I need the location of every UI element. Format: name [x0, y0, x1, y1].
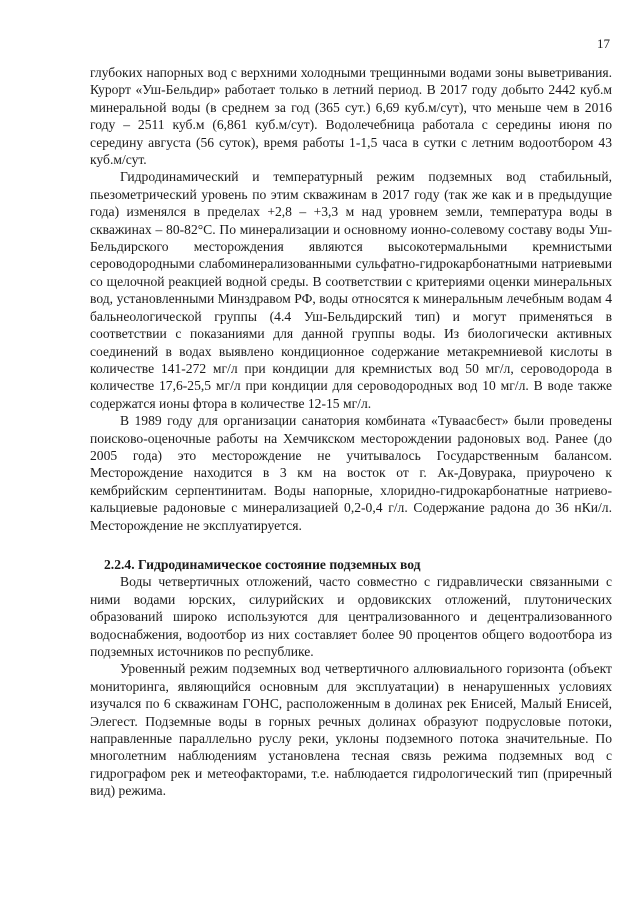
paragraph-khemchik-deposit: В 1989 году для организации санатория комбината «Туваасбест» были проведены поисково-оценочные работы на Хемчикском месторождении радоновых вод. Ранее (до 2005 года) это месторождение не учитывалось Государственным балансом. Месторождение находится в 3 км на восток от г. Ак-Довурака, приурочено к кембрийским серпентинитам. Воды напорные, хлоридно-гидрокарбонатные натриево-кальциевые радоновые с минерализацией 0,2-0,4 г/л. Содержание радона до 36 нКи/л. Месторождение не эксплуатируется. [90, 413, 612, 533]
paragraph-quaternary-waters: Воды четвертичных отложений, часто совместно с гидравлически связанными с ними водами юрских, силурийских и ордовикских отложений, плутонических образований широко используются для централизованного и децентрализованного водоснабжения, водоотбор из них составляет более 90 процентов общего водоотбора из подземных источников по республике. [90, 574, 612, 659]
paragraph-hydrodynamic-regime: Гидродинамический и температурный режим подземных вод стабильный, пьезометрический уровень по этим скважинам в 2017 году (так же как и в предыдущие года) изменялся в пределах +2,8 – +3,3 м над уровнем земли, температура воды в скважинах – 80-82°С. По минерализации и основному ионно-солевому составу воды Уш-Бельдирского месторождения являются высокотермальными кремнистыми сероводородными слабоминерализованными сульфатно-гидрокарбонатными натриевыми со щелочной реакцией водной среды. В соответствии с критериями оценки минеральных вод, установленными Минздравом РФ, воды относятся к минеральным лечебным водам 4 бальнеологической группы (4.4 Уш-Бельдирский тип) и могут применяться в соответствии с показаниями для данной группы воды. Из биологически активных соединений в водах выявлено кондиционное содержание метакремниевой кислоты в количестве 141-272 мг/л при кондиции для кремнистых вод 50 мг/л, сероводорода в количестве 17,6-25,5 мг/л при кондиции для сероводородных вод 10 мг/л. В воде также содержатся ионы фтора в количестве 12-15 мг/л. [90, 169, 612, 411]
page-number: 17 [597, 36, 610, 51]
paragraph-level-regime: Уровенный режим подземных вод четвертичного аллювиального горизонта (объект мониторинга, являющийся основным для эксплуатации) в ненарушенных условиях изучался по 6 скважинам ГОНС, расположенным в долинах рек Енисей, Малый Енисей, Элегест. Подземные воды в горных речных долинах образуют подрусловые потоки, направленные параллельно руслу реки, уклоны подземного потока значительные. По многолетним наблюдениям установлена тесная связь режима подземных вод с гидрографом рек и метеофакторами, т.е. наблюдается гидрологический тип (приречный вид) режима. [90, 661, 612, 799]
paragraph-continuation: глубоких напорных вод с верхними холодными трещинными водами зоны выветривания. Курорт «Уш-Бельдир» работает только в летний период. В 2017 году добыто 2442 куб.м минеральной воды (в среднем за год (365 сут.) 6,69 куб.м/сут), что меньше чем в 2016 году – 2511 куб.м (6,861 куб.м/сут). Водолечебница работала с середины июня по середину августа (56 суток), время работы 1-1,5 часа в сутки с летним водоотбором 43 куб.м/сут. [90, 65, 612, 168]
body-text [90, 64, 612, 800]
section-heading: 2.2.4. Гидродинамическое состояние подземных вод [104, 556, 421, 572]
